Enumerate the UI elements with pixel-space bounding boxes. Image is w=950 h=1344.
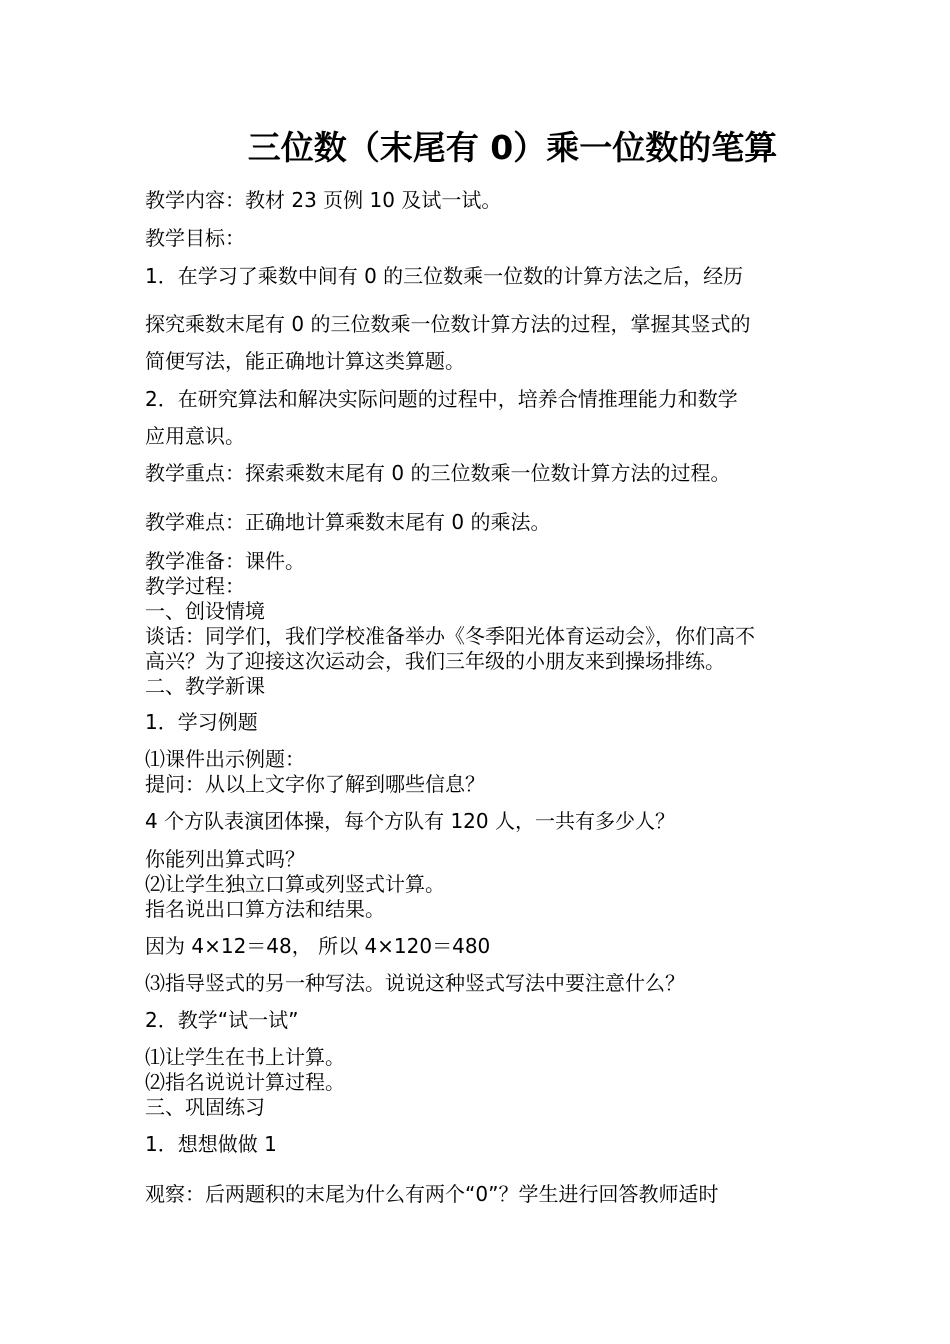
text-line-question: 提问：从以上文字你了解到哪些信息？ (145, 772, 485, 796)
text-line-objective-2a: 2．在研究算法和解决实际问题的过程中，培养合情推理能力和数学 (145, 387, 738, 411)
text-line-try-2: ⑵指名说说计算过程。 (145, 1070, 345, 1094)
text-line-explain: 指名说出口算方法和结果。 (145, 897, 385, 921)
text-line-ask-formula: 你能列出算式吗？ (145, 847, 305, 871)
text-line-objective-1a: 1．在学习了乘数中间有 0 的三位数乘一位数的计算方法之后，经历 (145, 264, 744, 288)
text-line-objective-1c: 简便写法，能正确地计算这类算题。 (145, 349, 465, 373)
section-heading-2: 二、教学新课 (145, 674, 265, 698)
subsection-heading-2: 2．教学“试一试” (145, 1008, 299, 1032)
section-heading-3: 三、巩固练习 (145, 1095, 265, 1119)
text-line-objectives-heading: 教学目标： (145, 226, 245, 250)
text-line-dialogue-a: 谈话：同学们，我们学校准备举办《冬季阳光体育运动会》，你们高不 (145, 624, 755, 648)
text-line-objective-1b: 探究乘数末尾有 0 的三位数乘一位数计算方法的过程，掌握其竖式的 (145, 312, 751, 336)
subsection-heading-3: 1．想想做做 1 (145, 1132, 277, 1156)
text-line-problem: 4 个方队表演团体操，每个方队有 120 人，一共有多少人？ (145, 809, 675, 833)
text-line-step-2: ⑵让学生独立口算或列竖式计算。 (145, 872, 445, 896)
subsection-heading-1: 1．学习例题 (145, 710, 258, 734)
text-line-try-1: ⑴让学生在书上计算。 (145, 1045, 345, 1069)
text-line-process-heading: 教学过程： (145, 574, 245, 598)
text-line-key-point: 教学重点：探索乘数末尾有 0 的三位数乘一位数计算方法的过程。 (145, 461, 731, 485)
text-line-content: 教学内容：教材 23 页例 10 及试一试。 (145, 188, 502, 212)
text-line-step-1: ⑴课件出示例题： (145, 747, 305, 771)
text-line-observe: 观察：后两题积的末尾为什么有两个“0”？学生进行回答教师适时 (145, 1182, 719, 1206)
section-heading-1: 一、创设情境 (145, 599, 265, 623)
text-line-step-3: ⑶指导竖式的另一种写法。说说这种竖式写法中要注意什么？ (145, 971, 685, 995)
text-line-calculation: 因为 4×12＝48， 所以 4×120＝480 (145, 934, 491, 958)
text-line-dialogue-b: 高兴？为了迎接这次运动会，我们三年级的小朋友来到操场排练。 (145, 649, 725, 673)
text-line-difficulty: 教学难点：正确地计算乘数末尾有 0 的乘法。 (145, 510, 551, 534)
text-line-preparation: 教学准备：课件。 (145, 549, 305, 573)
text-line-objective-2b: 应用意识。 (145, 424, 245, 448)
document-title: 三位数（末尾有 0）乘一位数的笔算 (247, 128, 778, 167)
